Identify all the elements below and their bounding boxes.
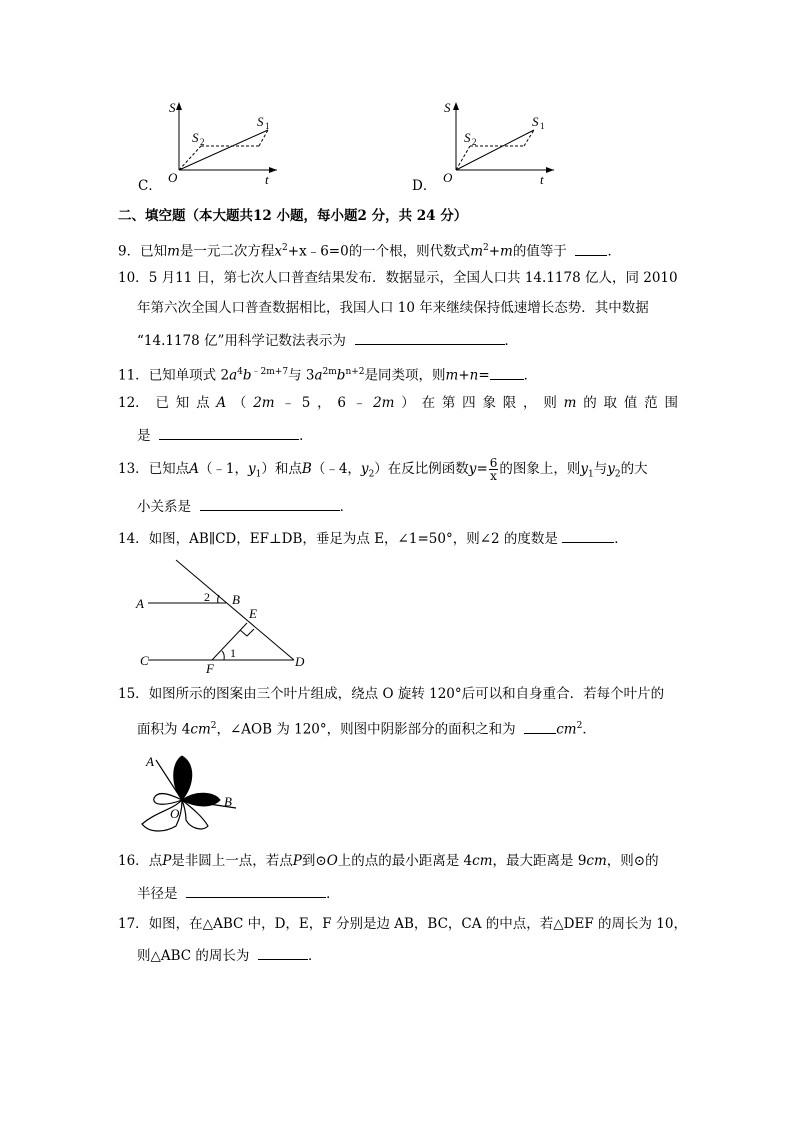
q15-end: ． bbox=[582, 721, 596, 738]
d-o-label: O bbox=[443, 170, 453, 185]
q15-line2a: 面积为 4 bbox=[137, 721, 191, 738]
q13-text-d: 的大 bbox=[620, 461, 648, 477]
q11-text-c: 是同类项，则 bbox=[364, 367, 446, 384]
q12-tok: 则 bbox=[543, 395, 557, 411]
q12-tok: ， bbox=[523, 395, 537, 411]
section-title: 二、填空题（本大题共12 小题，每小题2 分，共 24 分） bbox=[118, 208, 468, 224]
q15-unit2-sup: 2 bbox=[576, 721, 583, 731]
q14-end: ． bbox=[614, 531, 628, 547]
q16-num: 16． bbox=[118, 853, 149, 869]
q10-num: 10． bbox=[118, 270, 149, 286]
q11-num: 11． bbox=[118, 367, 149, 384]
q14-text: 如图，AB∥CD，EF⊥DB，垂足为点 E，∠1=50°，则∠2 的度数是 bbox=[148, 531, 558, 547]
q16-line2: 半径是 bbox=[137, 886, 178, 902]
question-17-line-2 bbox=[137, 945, 322, 966]
q16-u2: cm bbox=[586, 853, 607, 869]
q13-y1b-sub: 1 bbox=[588, 469, 594, 480]
q11-mn: m+n bbox=[445, 367, 479, 384]
q11-text-b: 与 3 bbox=[288, 367, 315, 384]
q16-text-e: ，最大距离是 9 bbox=[492, 853, 587, 869]
q13-fy: y bbox=[468, 461, 477, 477]
q13-feq: = bbox=[476, 461, 488, 477]
question-15-line-2 bbox=[137, 716, 596, 740]
q12-tok: 已 bbox=[155, 395, 169, 411]
fig14-label-one: 1 bbox=[230, 646, 236, 660]
q12-tok: 限 bbox=[502, 395, 517, 411]
q13-end: ． bbox=[339, 499, 354, 515]
q12-tok: 第 bbox=[441, 395, 456, 411]
q16-p2: P bbox=[292, 853, 302, 869]
q9-expr-sup: 2 bbox=[483, 243, 489, 253]
q10-line3: “14.1178 亿”用科学记数法表示为 bbox=[137, 333, 346, 349]
c-o-label: O bbox=[168, 170, 178, 185]
q9-eq-x: x bbox=[274, 243, 283, 260]
q17-num: 17． bbox=[118, 916, 149, 932]
q12-tok: 四 bbox=[462, 395, 476, 411]
d-s-label: S bbox=[444, 100, 451, 115]
q10-end: ． bbox=[504, 333, 519, 349]
q9-expr-m: m bbox=[470, 243, 483, 260]
question-10-line-3 bbox=[137, 330, 518, 351]
q14-num: 14． bbox=[118, 531, 149, 547]
q11-a2-sup: 2m bbox=[322, 367, 337, 377]
q11-b1: b bbox=[242, 367, 252, 384]
q10-answer-blank[interactable] bbox=[355, 330, 505, 345]
q9-end: ． bbox=[607, 243, 621, 260]
q11-end: ． bbox=[523, 367, 538, 384]
q11-text-d: = bbox=[478, 367, 490, 384]
q11-text-a: 已知单项式 2 bbox=[148, 367, 230, 384]
q16-o: O bbox=[326, 853, 338, 869]
q12-tok: 围 bbox=[664, 395, 678, 411]
q9-expr-rest: +m bbox=[488, 243, 513, 260]
q13-y2b: y bbox=[607, 461, 615, 477]
q12-tok: 点 bbox=[196, 395, 210, 411]
q13-y2: y bbox=[360, 461, 369, 477]
fig14-label-two: 2 bbox=[204, 590, 210, 604]
c-t-label: t bbox=[265, 172, 269, 187]
d-s1-label: S bbox=[532, 114, 539, 129]
q12-tok: 2m bbox=[373, 395, 395, 411]
q13-num: 13． bbox=[118, 461, 149, 477]
q13-frac-den: x bbox=[490, 469, 497, 483]
q15-answer-blank[interactable] bbox=[524, 719, 556, 734]
q15-line1: 如图所示的图案由三个叶片组成，绕点 O 旋转 120°后可以和自身重合．若每个叶片的 bbox=[148, 686, 665, 702]
figure-14-svg bbox=[134, 555, 314, 680]
q11-a1: a bbox=[229, 367, 238, 384]
q12-tok: ﹣ bbox=[352, 395, 367, 411]
q13-y2-sub: 2 bbox=[368, 469, 375, 480]
d-s1-sub: 1 bbox=[540, 121, 545, 131]
fig15-label-o: O bbox=[170, 806, 180, 821]
q13-y2b-sub: 2 bbox=[614, 469, 621, 480]
c-s2-label: S bbox=[192, 130, 199, 145]
q13-pb-coord-b: ）在反比例函数 bbox=[374, 461, 469, 477]
q16-text-a: 点 bbox=[148, 853, 163, 869]
q11-b2-sup: n+2 bbox=[345, 367, 365, 377]
q12-tok: ， bbox=[317, 395, 331, 411]
fig15-label-b: B bbox=[224, 794, 232, 809]
q14-answer-blank[interactable] bbox=[562, 528, 614, 543]
q15-unit: cm bbox=[190, 721, 211, 738]
question-16-line-1 bbox=[118, 851, 659, 871]
q12-tok: 2m bbox=[253, 395, 275, 411]
q12-line2: 是 bbox=[137, 428, 151, 444]
question-10-line-1 bbox=[118, 268, 678, 288]
q11-b2: b bbox=[336, 367, 346, 384]
q9-text-a: 已知 bbox=[140, 243, 168, 260]
question-12-line-1 bbox=[118, 393, 678, 413]
q16-end: ． bbox=[326, 886, 340, 902]
q16-text-b: 是非圆上一点，若点 bbox=[171, 853, 293, 869]
q16-text-f: ，则⊙的 bbox=[606, 853, 659, 869]
q12-tok: 象 bbox=[482, 395, 496, 411]
fig15-label-a: A bbox=[146, 754, 154, 769]
question-12-line-2 bbox=[137, 425, 313, 446]
q15-num: 15． bbox=[118, 686, 149, 702]
q17-line2: 则△ABC 的周长为 bbox=[137, 948, 250, 964]
q17-answer-blank[interactable] bbox=[258, 945, 308, 960]
q9-eq-rest: +x﹣6=0 bbox=[287, 243, 349, 260]
q12-num: 12． bbox=[118, 395, 149, 411]
question-16-line-2 bbox=[137, 883, 340, 904]
q16-text-c: 到⊙ bbox=[301, 853, 327, 869]
d-s2-label: S bbox=[464, 130, 471, 145]
q13-text-b: 的图象上，则 bbox=[499, 461, 581, 477]
q9-m: m bbox=[167, 243, 180, 260]
q9-num: 9． bbox=[118, 243, 141, 260]
c-s-label: S bbox=[169, 100, 176, 115]
question-10-line-2: 年第六次全国人口普查数据相比，我国人口 10 年来继续保持低速增长态势．其中数据 bbox=[137, 300, 649, 316]
option-c-label: C． bbox=[138, 178, 162, 194]
q12-tok: 5 bbox=[301, 395, 311, 411]
q13-pb: B bbox=[301, 461, 312, 477]
fig14-label-d: D bbox=[295, 654, 305, 669]
question-9 bbox=[118, 238, 621, 262]
q10-line1: 5 月11 日，第七次人口普查结果发布．数据显示，全国人口共 14.1178 亿人，同 2010 bbox=[148, 270, 678, 286]
c-s1-label: S bbox=[257, 114, 264, 129]
figure-15 bbox=[136, 750, 246, 840]
q11-b1-sup: ﹣2m+7 bbox=[251, 367, 289, 377]
q12-end: ． bbox=[299, 428, 313, 444]
fig14-label-a: A bbox=[136, 596, 144, 611]
q13-frac-num: 6 bbox=[489, 456, 498, 470]
q9-answer-blank[interactable] bbox=[575, 241, 607, 256]
question-14 bbox=[118, 528, 628, 549]
q15-unit2: cm bbox=[556, 721, 577, 738]
q12-tok: 知 bbox=[175, 395, 190, 411]
q12-tok: 取 bbox=[603, 395, 618, 411]
q11-a2: a bbox=[314, 367, 323, 384]
d-s2-sub: 2 bbox=[472, 137, 477, 147]
q9-eq-sup: 2 bbox=[282, 243, 288, 253]
q17-end: ． bbox=[308, 948, 322, 964]
q12-tok: A bbox=[216, 395, 227, 411]
d-t-label: t bbox=[540, 172, 544, 187]
q12-tok: 在 bbox=[421, 395, 436, 411]
q12-tok: ﹣ bbox=[281, 395, 295, 411]
figure-14 bbox=[134, 555, 314, 680]
fig14-label-b: B bbox=[232, 592, 240, 607]
q13-y1b: y bbox=[580, 461, 589, 477]
c-s2-sub: 2 bbox=[200, 137, 205, 147]
q11-a1-sup: 4 bbox=[237, 367, 243, 377]
option-d-label: D． bbox=[412, 178, 437, 194]
q12-tok: 的 bbox=[583, 395, 597, 411]
q13-fraction bbox=[489, 457, 499, 482]
fig14-label-e: E bbox=[249, 606, 257, 621]
q12-tok: m bbox=[563, 395, 577, 411]
q13-pa-coord-b: ）和点 bbox=[261, 461, 302, 477]
q13-pa: A bbox=[189, 461, 199, 477]
question-15-line-1 bbox=[118, 684, 664, 704]
q13-pa-coord-a: （﹣1， bbox=[198, 461, 249, 477]
q13-text-a: 已知点 bbox=[148, 461, 190, 477]
q16-u1: cm bbox=[472, 853, 493, 869]
q13-answer-blank[interactable] bbox=[200, 496, 340, 511]
q13-y1: y bbox=[248, 461, 256, 477]
q15-unit-sup: 2 bbox=[210, 721, 217, 731]
q13-pb-coord-a: （﹣4， bbox=[311, 461, 361, 477]
q13-y1-sub: 1 bbox=[255, 469, 262, 480]
q16-text-d: 上的点的最小距离是 4 bbox=[337, 853, 473, 869]
q9-text-c: 的一个根，则代数式 bbox=[348, 243, 471, 260]
q15-line2b: ，∠AOB 为 120°，则图中阴影部分的面积之和为 bbox=[216, 721, 516, 738]
question-13-line-1 bbox=[118, 456, 648, 488]
fig14-label-f: F bbox=[206, 661, 214, 676]
fig14-label-c: C bbox=[140, 653, 149, 668]
q16-answer-blank[interactable] bbox=[186, 883, 326, 898]
q12-tok: 6 bbox=[337, 395, 346, 411]
q17-line1: 如图，在△ABC 中，D，E，F 分别是边 AB，BC，CA 的中点，若△DEF 的周长为 10， bbox=[148, 916, 687, 932]
figure-15-svg bbox=[136, 750, 246, 840]
q12-tok: 值 bbox=[623, 395, 638, 411]
q13-line2: 小关系是 bbox=[137, 499, 191, 515]
question-17-line-1 bbox=[118, 914, 687, 934]
q16-p: P bbox=[162, 853, 172, 869]
q9-text-b: 是一元二次方程 bbox=[179, 243, 275, 260]
c-s1-sub: 1 bbox=[265, 121, 270, 131]
q12-answer-blank[interactable] bbox=[159, 425, 299, 440]
q9-text-d: 的值等于 bbox=[512, 243, 567, 260]
q11-answer-blank[interactable] bbox=[490, 365, 524, 380]
q13-text-c: 与 bbox=[593, 461, 608, 477]
q12-tok: （ bbox=[232, 395, 247, 411]
q12-tok: ） bbox=[401, 395, 415, 411]
question-11 bbox=[118, 362, 537, 386]
question-13-line-2 bbox=[137, 496, 353, 517]
q12-tok: 范 bbox=[644, 395, 658, 411]
